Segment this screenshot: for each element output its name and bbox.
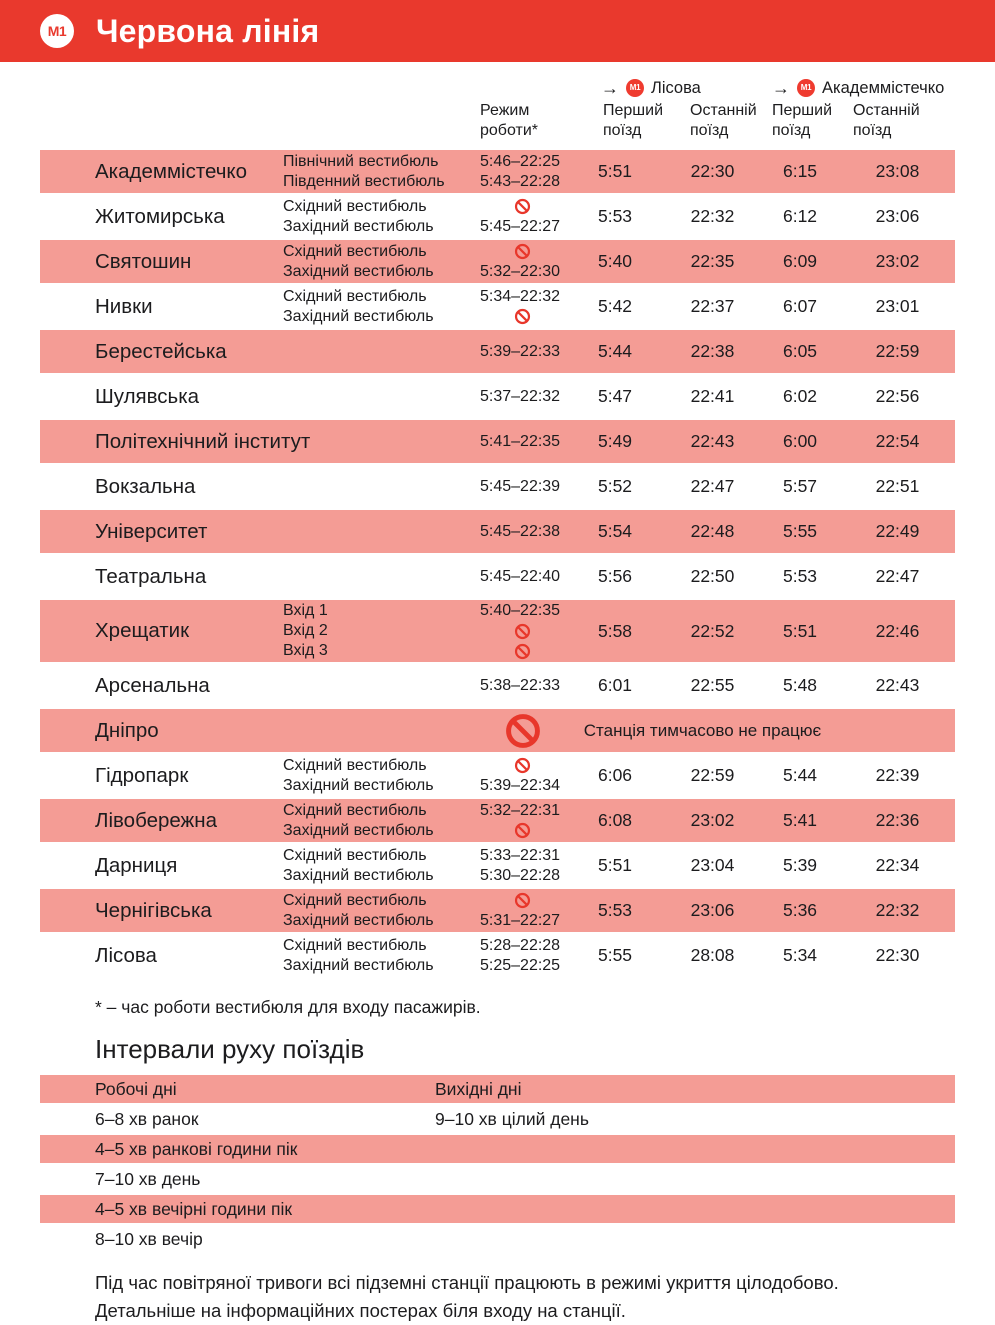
regime-closed-line [480,197,565,217]
regime-closed-line [480,641,565,661]
station-name: Берестейська [95,339,227,363]
last-train-to-lisova: 22:47 [690,476,735,496]
arrow-right-icon: → [772,78,790,98]
last-train-to-lisova: 22:41 [690,386,735,406]
station-name: Арсенальна [95,673,210,697]
last-train-to-akademmistechko: 23:08 [875,161,920,181]
first-train-to-akademmistechko: 5:41 [782,810,818,830]
station-row [40,709,955,752]
regime-cell [470,342,565,362]
regime-closed-line [480,821,565,841]
vestibule-cell [283,522,470,542]
regime-hours: 5:39–22:34 [480,776,561,794]
station-name: Дніпро [95,718,159,742]
station-rows [0,150,995,977]
interval-workdays-value: 8–10 хв вечір [95,1228,203,1249]
vestibule-label: Західний вестибюль [283,262,434,280]
first-train-to-lisova: 5:53 [597,206,633,226]
direction-label: Академмістечко [822,79,945,97]
station-name: Гідропарк [95,763,189,787]
regime-hours: 5:45–22:39 [480,477,561,495]
regime-hours: 5:41–22:35 [480,432,561,450]
interval-workdays-value: 4–5 хв ранкові години пік [95,1138,298,1159]
regime-cell [470,891,565,931]
interval-row [40,1225,955,1253]
vestibule-label: Східний вестибюль [283,287,427,305]
last-train-to-akademmistechko: 22:56 [875,386,920,406]
no-entry-icon [514,623,531,640]
column-header-row [40,98,955,150]
station-row [40,664,955,707]
column-regime-header: Режим роботи* [480,102,538,139]
regime-hours: 5:33–22:31 [480,846,561,864]
vestibule-label [283,567,470,587]
first-train-to-akademmistechko: 5:39 [782,855,818,875]
last-train-to-lisova: 22:38 [690,341,735,361]
first-train-to-lisova: 5:52 [597,476,633,496]
vestibule-label: Західний вестибюль [283,911,434,929]
regime-hours: 5:32–22:30 [480,262,561,280]
regime-cell [470,477,565,497]
vestibule-label [283,522,470,542]
regime-hours: 5:25–22:25 [480,956,561,974]
vestibule-label: Східний вестибюль [283,846,427,864]
last-train-to-akademmistechko: 22:59 [875,341,920,361]
regime-cell [470,846,565,886]
no-entry-icon [514,198,531,215]
first-train-to-akademmistechko: 6:00 [782,431,818,451]
station-row [40,510,955,553]
direction-header-row [40,78,955,98]
station-row [40,754,955,797]
vestibule-label: Західний вестибюль [283,866,434,884]
vestibule-cell [283,567,470,587]
station-name: Нивки [95,294,153,318]
station-name: Театральна [95,564,207,588]
first-train-to-lisova: 5:49 [597,431,633,451]
interval-row [40,1105,955,1133]
vestibule-cell [283,676,470,696]
first-train-to-akademmistechko: 5:48 [782,675,818,695]
line-m1-badge-icon: М1 [40,14,74,48]
no-entry-icon [514,308,531,325]
air-alert-note [40,1269,955,1325]
page-title: Червона лінія [96,12,320,49]
vestibule-cell [283,342,470,362]
last-train-to-lisova: 22:32 [690,206,735,226]
regime-hours: 5:30–22:28 [480,866,561,884]
station-name: Політехнічний інститут [95,429,311,453]
direction-label: Лісова [651,79,701,97]
vestibule-cell [283,756,470,796]
regime-hours: 5:28–22:28 [480,936,561,954]
regime-hours: 5:46–22:25 [480,152,561,170]
intervals-title: Інтервали руху поїздів [95,1034,365,1064]
interval-row [40,1165,955,1193]
m1-line-badge-icon: М1 [797,79,815,97]
no-entry-icon [514,892,531,909]
first-train-to-akademmistechko: 5:34 [782,945,818,965]
first-train-to-lisova: 5:51 [597,161,633,181]
vestibule-label: Вхід 3 [283,642,328,659]
regime-hours: 5:39–22:33 [480,342,561,360]
first-train-to-lisova: 6:08 [597,810,633,830]
air-alert-note-line2: Детальніше на інформаційних постерах біля входу на станції. [95,1300,626,1321]
first-train-to-lisova: 5:47 [597,386,633,406]
first-train-to-akademmistechko: 6:09 [782,251,818,271]
vestibule-label: Західний вестибюль [283,307,434,325]
first-train-to-akademmistechko: 6:05 [782,341,818,361]
interval-header-workdays: Робочі дні [95,1078,177,1099]
regime-cell [470,936,565,976]
last-train-to-akademmistechko: 23:06 [875,206,920,226]
no-entry-icon [514,757,531,774]
vestibule-label [283,432,470,452]
regime-closed-line [480,242,565,262]
regime-hours: 5:45–22:38 [480,522,561,540]
first-train-to-akademmistechko: 5:44 [782,765,818,785]
last-train-to-lisova: 23:02 [690,810,735,830]
first-train-to-lisova: 5:40 [597,251,633,271]
first-train-to-akademmistechko: 5:36 [782,900,818,920]
last-train-to-lisova: 28:08 [690,945,735,965]
station-row [40,934,955,977]
first-train-to-lisova: 5:54 [597,521,633,541]
vestibule-cell [283,287,470,327]
regime-closed-line [480,891,565,911]
regime-cell [470,756,565,796]
last-train-to-akademmistechko: 22:32 [875,900,920,920]
first-train-to-akademmistechko: 6:02 [782,386,818,406]
station-name: Житомирська [95,204,225,228]
first-train-to-akademmistechko: 6:15 [782,161,818,181]
interval-rows [0,1075,995,1253]
vestibule-cell [283,477,470,497]
last-train-to-akademmistechko: 22:36 [875,810,920,830]
vestibule-label: Східний вестибюль [283,891,427,909]
interval-weekends-value: 9–10 хв цілий день [435,1108,589,1129]
station-name: Шулявська [95,384,200,408]
vestibule-label [283,342,470,362]
regime-cell [470,387,565,407]
first-train-to-lisova: 5:58 [597,620,633,641]
station-row [40,465,955,508]
last-train-to-lisova: 23:04 [690,855,735,875]
interval-row [40,1195,955,1223]
interval-header-row [40,1075,955,1103]
station-row [40,844,955,887]
vestibule-label: Східний вестибюль [283,801,427,819]
vestibule-label: Вхід 2 [283,622,328,639]
last-train-to-akademmistechko: 22:54 [875,431,920,451]
last-train-to-akademmistechko: 22:39 [875,765,920,785]
station-row [40,420,955,463]
vestibule-label: Західний вестибюль [283,776,434,794]
interval-workdays-value: 4–5 хв вечірні години пік [95,1198,293,1219]
first-train-to-lisova: 5:42 [597,296,633,316]
last-train-to-akademmistechko: 22:51 [875,476,920,496]
regime-hours: 5:38–22:33 [480,676,561,694]
station-name: Чернігівська [95,898,212,922]
last-train-to-lisova: 22:48 [690,521,735,541]
last-train-to-lisova: 22:52 [690,620,735,641]
regime-closed-line [480,307,565,327]
last-train-to-lisova: 22:50 [690,566,735,586]
column-first-train-lisova: Перший поїзд [603,102,664,139]
direction-header-akademmistechko [760,78,955,98]
station-name: Дарниця [95,853,178,877]
vestibule-label: Східний вестибюль [283,242,427,260]
first-train-to-akademmistechko: 5:55 [782,521,818,541]
station-row [40,285,955,328]
no-entry-icon [514,643,531,660]
vestibule-label: Західний вестибюль [283,821,434,839]
interval-workdays-value: 7–10 хв день [95,1168,201,1189]
direction-header-lisova [565,78,760,98]
first-train-to-akademmistechko: 5:53 [782,566,818,586]
vestibule-label: Південний вестибюль [283,172,445,190]
first-train-to-lisova: 5:53 [597,900,633,920]
regime-hours: 5:43–22:28 [480,172,561,190]
last-train-to-lisova: 22:37 [690,296,735,316]
interval-workdays-value: 6–8 хв ранок [95,1108,199,1129]
station-name: Академмістечко [95,159,248,183]
vestibule-label [283,387,470,407]
last-train-to-akademmistechko: 22:49 [875,521,920,541]
column-first-train-akadem: Перший поїзд [772,102,833,139]
last-train-to-akademmistechko: 23:02 [875,251,920,271]
interval-header-weekends: Вихідні дні [435,1078,522,1099]
vestibule-cell [283,801,470,841]
regime-cell [470,432,565,452]
column-last-train-lisova: Останній поїзд [690,102,757,139]
vestibule-cell [283,387,470,407]
station-closed-cell [470,712,565,750]
page-header [0,0,995,62]
regime-hours: 5:45–22:27 [480,217,561,235]
regime-cell [470,601,565,661]
vestibule-cell [283,936,470,976]
vestibule-cell [283,152,470,192]
station-row [40,555,955,598]
vestibule-cell [283,197,470,237]
regime-cell [470,522,565,542]
station-row [40,330,955,373]
station-row [40,195,955,238]
regime-cell [470,287,565,327]
first-train-to-lisova: 6:01 [597,675,633,695]
vestibule-cell [283,846,470,886]
last-train-to-lisova: 22:43 [690,431,735,451]
air-alert-note-line1: Під час повітряної тривоги всі підземні станції працюють в режимі укриття цілодобово. [95,1272,839,1293]
last-train-to-akademmistechko: 23:01 [875,296,920,316]
regime-cell [470,801,565,841]
station-row [40,150,955,193]
last-train-to-akademmistechko: 22:43 [875,675,920,695]
regime-cell [470,152,565,192]
first-train-to-lisova: 6:06 [597,765,633,785]
regime-hours: 5:37–22:32 [480,387,561,405]
vestibule-label [283,477,470,497]
station-name: Лісова [95,943,157,967]
vestibule-label: Північний вестибюль [283,152,439,170]
regime-cell [470,197,565,237]
last-train-to-lisova: 22:59 [690,765,735,785]
first-train-to-lisova: 5:51 [597,855,633,875]
arrow-right-icon: → [601,78,619,98]
station-row [40,600,955,662]
last-train-to-lisova: 22:55 [690,675,735,695]
vestibule-cell [283,432,470,452]
no-entry-icon [504,712,542,750]
vestibule-cell [283,601,470,661]
station-row [40,889,955,932]
last-train-to-lisova: 22:30 [690,161,735,181]
vestibule-label: Західний вестибюль [283,217,434,235]
station-closed-notice: Станція тимчасово не працює [583,720,822,740]
vestibule-label: Східний вестибюль [283,936,427,954]
regime-cell [470,676,565,696]
station-name: Хрещатик [95,619,190,642]
first-train-to-akademmistechko: 6:07 [782,296,818,316]
regime-hours: 5:40–22:35 [480,602,561,619]
regime-hours: 5:32–22:31 [480,801,561,819]
last-train-to-akademmistechko: 22:34 [875,855,920,875]
vestibule-cell [283,242,470,282]
first-train-to-lisova: 5:56 [597,566,633,586]
vestibule-label: Східний вестибюль [283,197,427,215]
regime-hours: 5:45–22:40 [480,567,561,585]
last-train-to-akademmistechko: 22:46 [875,620,920,641]
vestibule-label: Вхід 1 [283,602,328,619]
first-train-to-lisova: 5:44 [597,341,633,361]
station-row [40,240,955,283]
station-name: Університет [95,519,208,543]
station-closed-icon-wrap [480,712,565,750]
vestibule-label: Східний вестибюль [283,756,427,774]
regime-closed-line [480,621,565,641]
vestibule-footnote: * – час роботи вестибюля для входу пасажирів. [95,997,481,1017]
column-last-train-akadem: Останній поїзд [853,102,920,139]
vestibule-label [283,676,470,696]
regime-hours: 5:31–22:27 [480,911,561,929]
regime-closed-line [480,756,565,776]
last-train-to-akademmistechko: 22:30 [875,945,920,965]
first-train-to-akademmistechko: 5:57 [782,476,818,496]
no-entry-icon [514,243,531,260]
timetable-header [40,62,955,150]
first-train-to-lisova: 5:55 [597,945,633,965]
interval-row [40,1135,955,1163]
station-name: Вокзальна [95,474,196,498]
last-train-to-lisova: 23:06 [690,900,735,920]
regime-cell [470,242,565,282]
last-train-to-akademmistechko: 22:47 [875,566,920,586]
no-entry-icon [514,822,531,839]
station-name: Лівобережна [95,808,217,832]
vestibule-label: Західний вестибюль [283,956,434,974]
m1-line-badge-icon: М1 [626,79,644,97]
last-train-to-lisova: 22:35 [690,251,735,271]
regime-hours: 5:34–22:32 [480,287,561,305]
vestibule-cell [283,891,470,931]
first-train-to-akademmistechko: 6:12 [782,206,818,226]
regime-cell [470,567,565,587]
station-row [40,375,955,418]
station-row [40,799,955,842]
first-train-to-akademmistechko: 5:51 [782,620,818,641]
station-name: Святошин [95,249,192,273]
